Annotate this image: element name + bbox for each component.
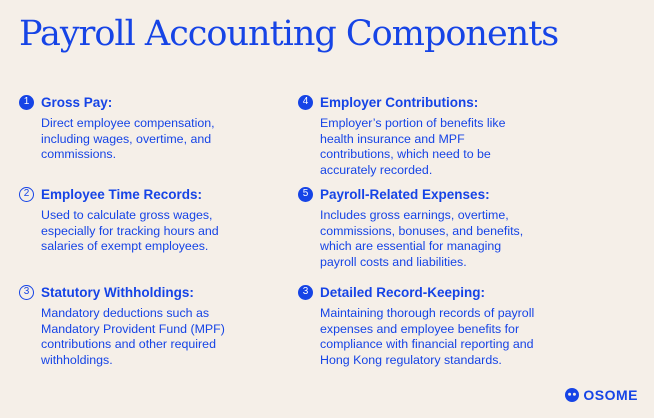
component-employer-contributions	[298, 93, 548, 178]
number-badge: 1	[19, 95, 34, 110]
component-title: Payroll-Related Expenses:	[320, 186, 490, 202]
component-title: Employer Contributions:	[320, 94, 479, 110]
component-detailed-record-keeping	[298, 283, 548, 368]
component-description: Direct employee compensation, including wages, overtime, and commissions.	[41, 116, 215, 162]
component-employee-time-records	[19, 185, 269, 255]
component-header	[19, 93, 269, 111]
component-description: Includes gross earnings, overtime, commissions, bonuses, and benefits, which are essential for managing payroll costs and liabilities.	[320, 208, 524, 269]
component-title: Employee Time Records:	[41, 186, 203, 202]
component-title: Statutory Withholdings:	[41, 284, 194, 300]
number-badge: 3	[19, 285, 34, 300]
component-description: Mandatory deductions such as Mandatory Provident Fund (MPF) contributions and other required withholdings.	[41, 306, 225, 367]
component-header	[19, 185, 269, 203]
component-header	[298, 185, 548, 203]
component-header	[19, 283, 269, 301]
osome-logo-icon	[565, 388, 579, 402]
component-payroll-related-expenses	[298, 185, 548, 270]
component-title: Gross Pay:	[41, 94, 113, 110]
number-badge: 3	[298, 285, 313, 300]
component-title: Detailed Record-Keeping:	[320, 284, 486, 300]
component-statutory-withholdings	[19, 283, 269, 368]
component-description: Employer’s portion of benefits like health insurance and MPF contributions, which need to be accurately recorded.	[320, 116, 506, 177]
component-gross-pay	[19, 93, 269, 163]
component-description: Used to calculate gross wages, especially for tracking hours and salaries of exempt employees.	[41, 208, 219, 254]
page-title: Payroll Accounting Components	[19, 14, 559, 54]
component-description: Maintaining thorough records of payroll expenses and employee benefits for compliance with financial reporting and Hong Kong regulatory standards.	[320, 306, 535, 367]
number-badge: 2	[19, 187, 34, 202]
logo-text: OSOME	[583, 387, 638, 403]
osome-logo	[565, 387, 638, 403]
number-badge: 4	[298, 95, 313, 110]
number-badge: 5	[298, 187, 313, 202]
component-header	[298, 93, 548, 111]
component-header	[298, 283, 548, 301]
